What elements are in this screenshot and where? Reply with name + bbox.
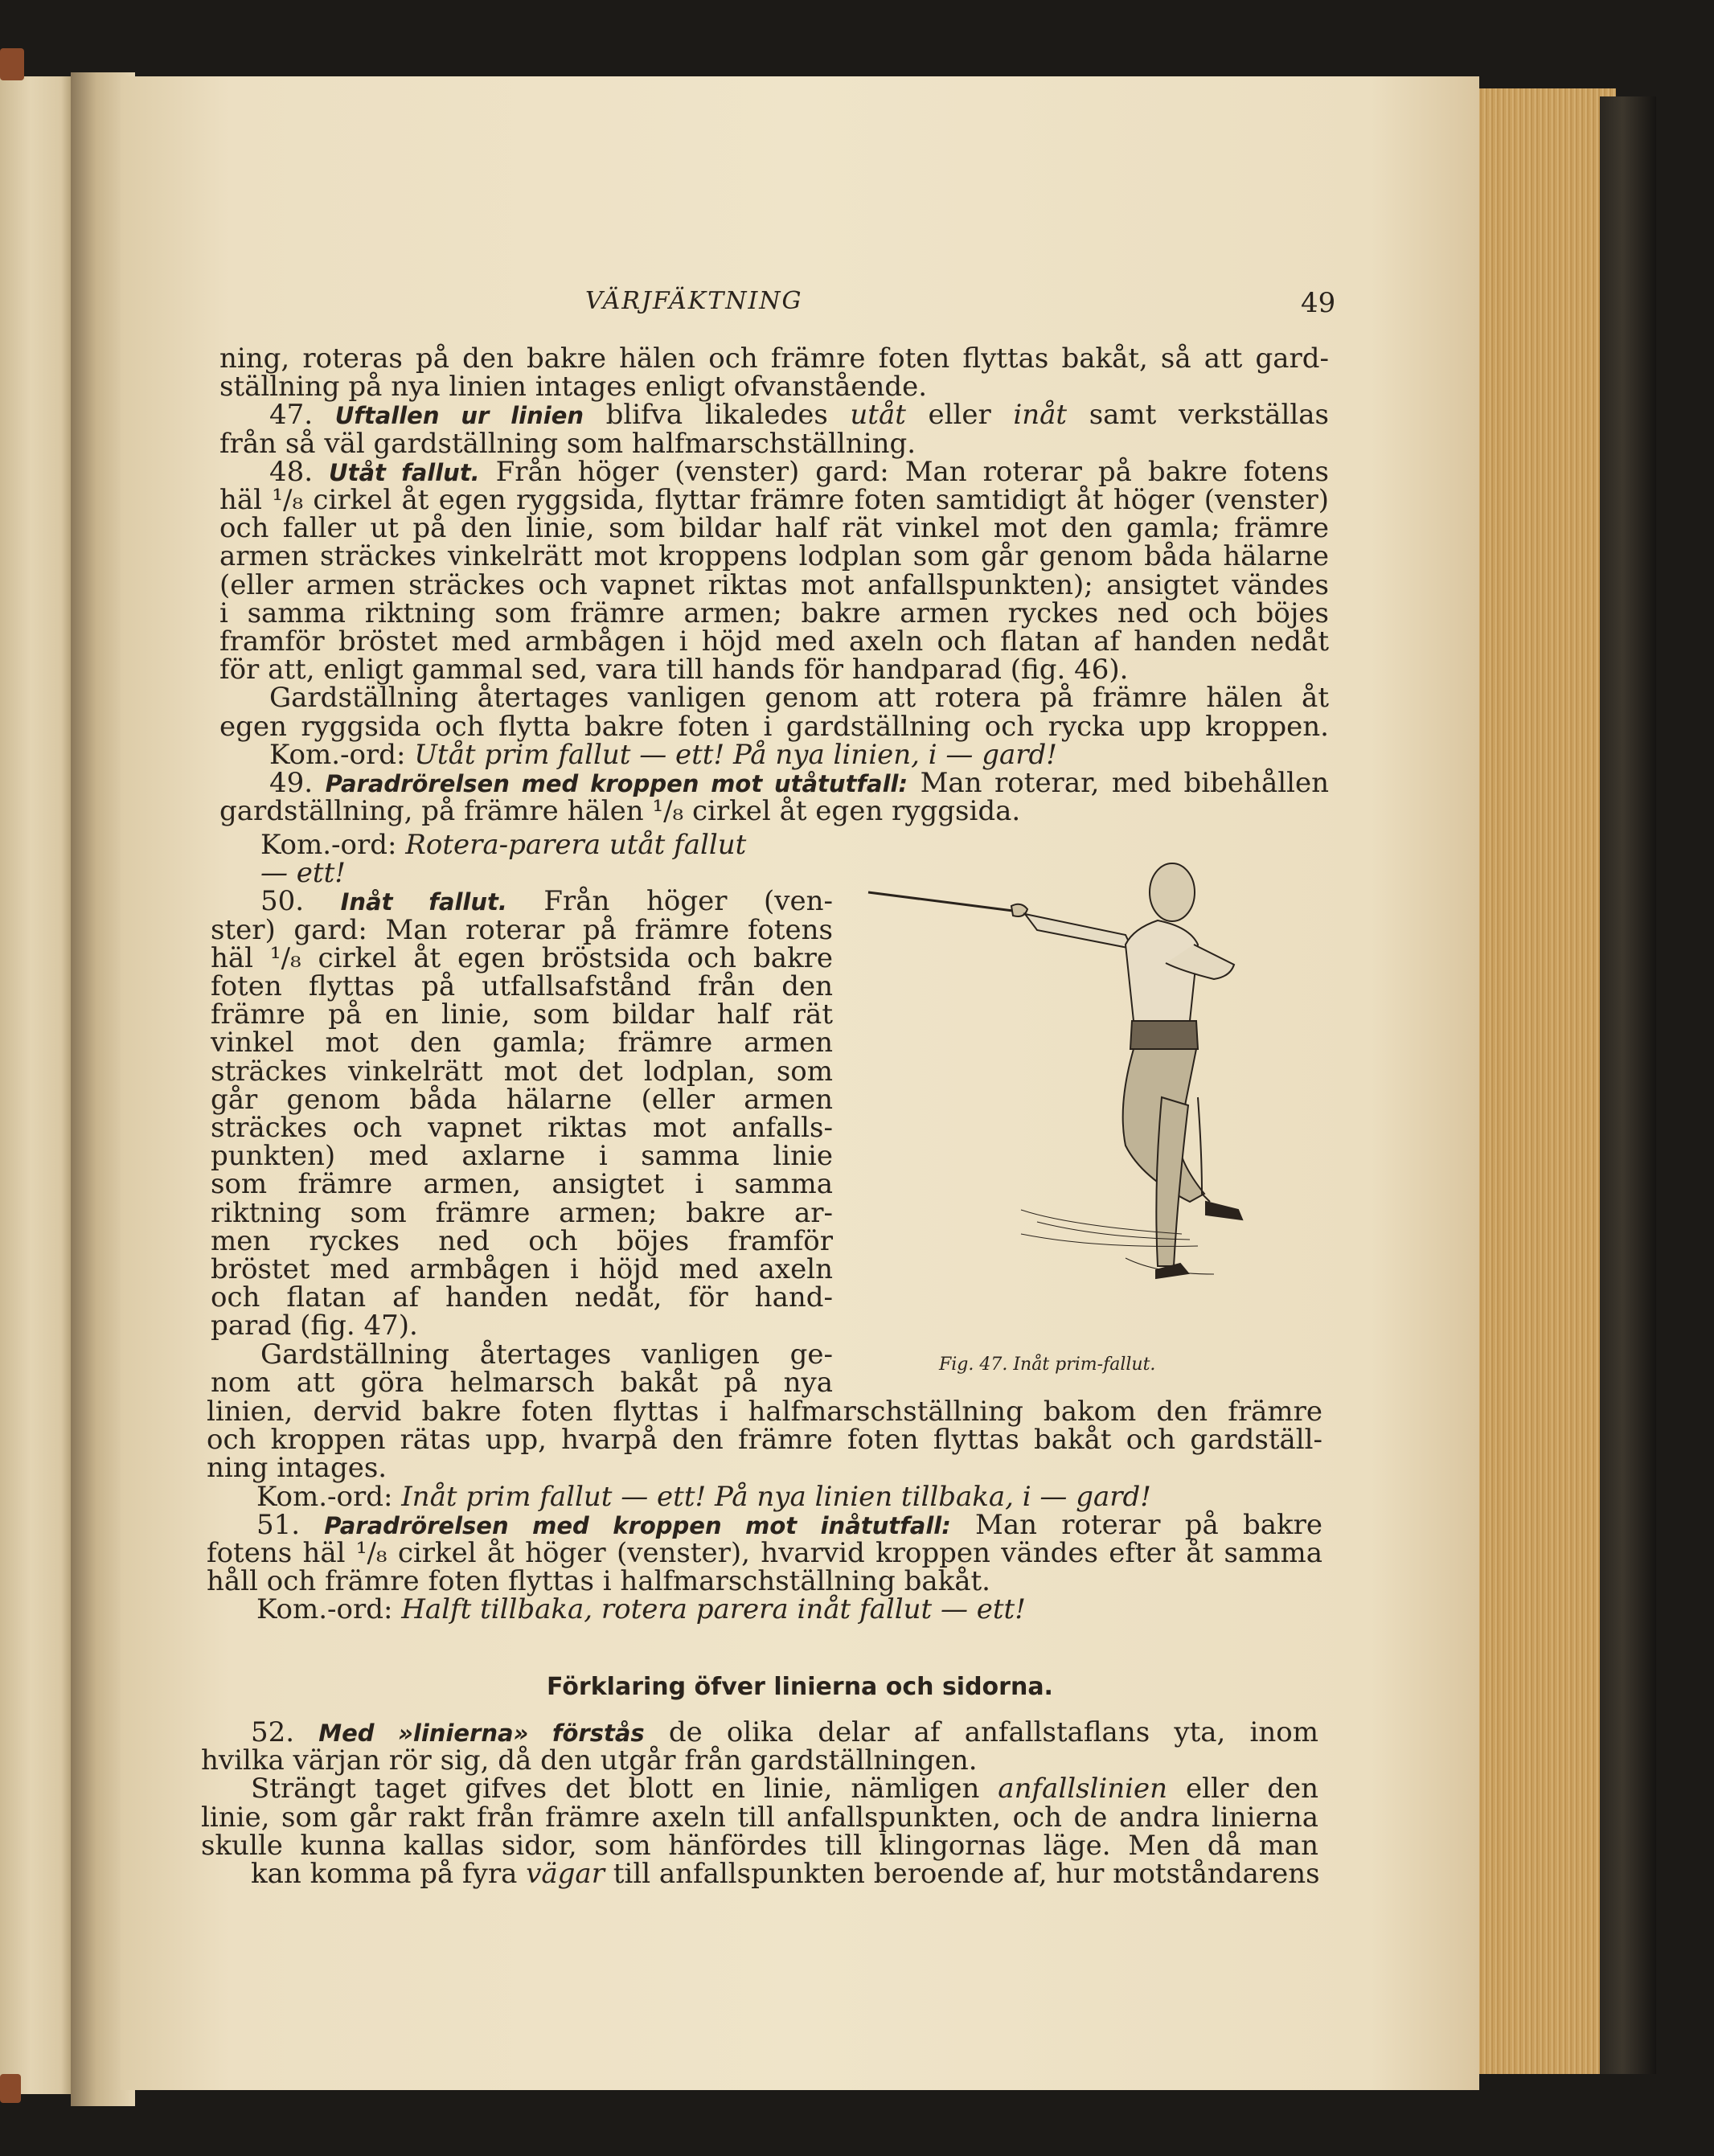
page-number: 49: [1301, 287, 1336, 319]
text-line: armen sträckes vinkelrätt mot kroppens lodplan som går genom båda hälarne: [219, 540, 1329, 573]
text-line: men ryckes ned och böjes framför: [211, 1224, 833, 1257]
text-line: nom att göra helmarsch bakåt på nya: [211, 1366, 833, 1399]
text-line: riktning som främre armen; bakre ar-: [211, 1196, 833, 1229]
text-line: och faller ut på den linie, som bildar half rät vinkel mot den gamla; främre: [219, 512, 1329, 545]
text-line: sträckes vinkelrätt mot det lodplan, som: [211, 1055, 833, 1088]
text-line: foten flyttas på utfallsafstånd från den: [211, 970, 833, 1002]
text-line: linie, som går rakt från främre axeln till anfallspunkten, och de andra linierna: [201, 1801, 1318, 1834]
text-line: 49. Paradrörelsen med kroppen mot utåtutfall: Man roterar, med bibehållen: [269, 767, 1329, 799]
text-line: 50. Inåt fallut. Från höger (ven-: [260, 885, 833, 918]
text-line: gardställning, på främre hälen ¹/₈ cirkel åt egen ryggsida.: [219, 795, 1021, 828]
text-line: 48. Utåt fallut. Från höger (venster) gard: Man roterar på bakre fotens: [269, 455, 1329, 488]
text-line: Kom.-ord: Utåt prim fallut — ett! På nya linien, i — gard!: [269, 738, 1057, 771]
text-line: Kom.-ord: Rotera-parera utåt fallut: [260, 829, 747, 861]
clip-icon: [0, 48, 24, 80]
text-line: sträckes och vapnet riktas mot anfalls-: [211, 1112, 833, 1144]
text-line: och kroppen rätas upp, hvarpå den främre foten flyttas bakåt och gardställ-: [207, 1424, 1322, 1457]
text-line: ställning på nya linien intages enligt ofvanstående.: [219, 371, 928, 404]
book-cover: [1600, 96, 1656, 2074]
text-line: i samma riktning som främre armen; bakre armen ryckes ned och böjes: [219, 596, 1329, 629]
text-line: egen ryggsida och flytta bakre foten i gardställning och rycka upp kroppen.: [219, 710, 1329, 743]
text-line: för att, enligt gammal sed, vara till hands för handparad (fig. 46).: [219, 654, 1129, 687]
text-line: (eller armen sträckes och vapnet riktas mot anfallspunkten); ansigtet vändes: [219, 568, 1329, 601]
book-page: [121, 76, 1479, 2090]
text-line: och flatan af handen nedåt, för hand-: [211, 1281, 833, 1314]
text-line: — ett!: [260, 857, 346, 890]
clip-icon: [0, 2074, 21, 2103]
text-line: Gardställning återtages vanligen genom att rotera på främre hälen åt: [269, 682, 1329, 715]
running-title: VÄRJFÄKTNING: [585, 287, 803, 315]
section-heading: Förklaring öfver linierna och sidorna.: [547, 1673, 1053, 1701]
figure-caption: Fig. 47. Inåt prim-fallut.: [939, 1355, 1156, 1375]
text-line: Gardställning återtages vanligen ge-: [260, 1338, 833, 1371]
text-line: ning, roteras på den bakre hälen och främre foten flyttas bakåt, så att gard-: [219, 342, 1329, 375]
text-line: 47. Uftallen ur linien blifva likaledes utåt eller inåt samt verkställas: [269, 399, 1329, 432]
text-line: Strängt taget gifves det blott en linie, nämligen anfallslinien eller den: [251, 1773, 1318, 1806]
text-line: främre på en linie, som bildar half rät: [211, 998, 833, 1031]
text-line: bröstet med armbågen i höjd med axeln: [211, 1253, 833, 1285]
text-line: framför bröstet med armbågen i höjd med axeln och flatan af handen nedåt: [219, 625, 1329, 658]
text-line: 51. Paradrörelsen med kroppen mot inåtutfall: Man roterar på bakre: [256, 1508, 1322, 1541]
text-line: Kom.-ord: Halft tillbaka, rotera parera inåt fallut — ett!: [256, 1593, 1026, 1626]
text-line: håll och främre foten flyttas i halfmarschställning bakåt.: [207, 1565, 990, 1598]
text-line: från så väl gardställning som halfmarschställning.: [219, 427, 916, 460]
text-line: Kom.-ord: Inåt prim fallut — ett! På nya linien tillbaka, i — gard!: [256, 1480, 1151, 1513]
text-line: går genom båda hälarne (eller armen: [211, 1083, 833, 1116]
fencer-illustration: [860, 856, 1310, 1330]
text-line: skulle kunna kallas sidor, som hänfördes till klingornas läge. Men då man: [201, 1829, 1318, 1862]
text-line: som främre armen, ansigtet i samma: [211, 1168, 833, 1201]
text-line: häl ¹/₈ cirkel åt egen ryggsida, flyttar främre foten samtidigt åt höger (venster): [219, 484, 1329, 516]
text-line: ning intages.: [207, 1452, 387, 1485]
text-line: fotens häl ¹/₈ cirkel åt höger (venster), hvarvid kroppen vändes efter åt samma: [207, 1537, 1322, 1569]
text-line: linien, dervid bakre foten flyttas i halfmarschställning bakom den främre: [207, 1396, 1322, 1428]
text-line: punkten) med axlarne i samma linie: [211, 1140, 833, 1173]
text-line: 52. Med »linierna» förstås de olika delar af anfallstaflans yta, inom: [251, 1716, 1318, 1748]
text-line: hvilka värjan rör sig, då den utgår från gardställningen.: [201, 1744, 978, 1777]
text-line: ster) gard: Man roterar på främre fotens: [211, 913, 833, 946]
text-line: parad (fig. 47).: [211, 1310, 418, 1342]
text-line: häl ¹/₈ cirkel åt egen bröstsida och bakre: [211, 941, 833, 974]
page-block-edge: [1471, 88, 1616, 2074]
left-page-edge: [0, 76, 76, 2094]
text-line: kan komma på fyra vägar till anfallspunkten beroende af, hur motståndarens: [251, 1858, 1320, 1890]
text-line: vinkel mot den gamla; främre armen: [211, 1027, 833, 1060]
